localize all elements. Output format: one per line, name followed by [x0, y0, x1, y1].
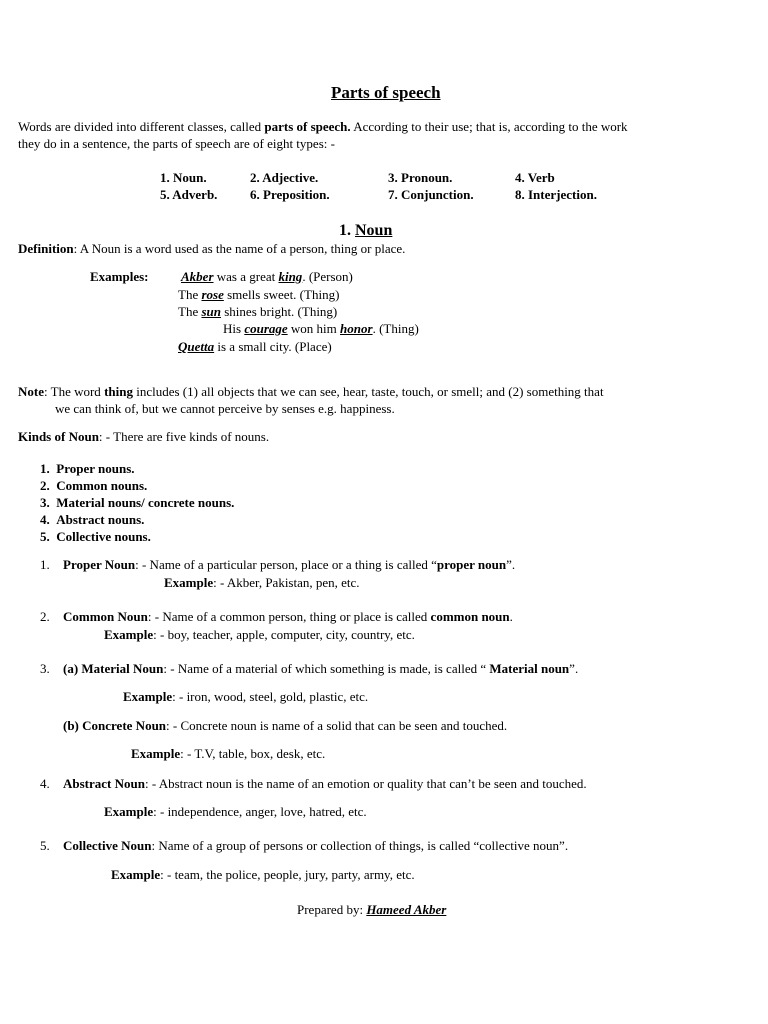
list-item: 2. Common nouns.: [40, 478, 148, 493]
note-text-2: includes (1) all objects that we can see, hear, taste, touch, or smell; and (2) something that: [132, 384, 604, 399]
def-text: ”.: [569, 661, 579, 676]
def-text: ”.: [506, 557, 516, 572]
kinds-text: : - There are five kinds of nouns.: [98, 429, 270, 444]
example-label: Example: [104, 627, 154, 642]
examples-label: Examples:: [90, 269, 149, 284]
common-noun-def: [63, 609, 513, 625]
detail-number: 1.: [40, 557, 50, 572]
def-text: : - Abstract noun is the name of an emotion or quality that can’t be seen and touched.: [144, 776, 587, 791]
section-heading-noun: [339, 221, 392, 241]
def-bold: proper noun: [436, 557, 507, 572]
heading-number: 1.: [339, 222, 355, 239]
def-text: .: [509, 609, 513, 624]
example-word: king: [278, 269, 303, 284]
note-bold: thing: [104, 384, 133, 399]
example-text: was a great: [213, 269, 279, 284]
example-text: : - iron, wood, steel, gold, plastic, etc.: [172, 689, 369, 704]
proper-noun-example: [164, 575, 360, 591]
example-text: : - independence, anger, love, hatred, etc.: [153, 804, 367, 819]
example-word: sun: [201, 304, 221, 319]
def-text: : Name of a group of persons or collection of things, is called “collective noun”.: [151, 838, 569, 853]
example-word: rose: [201, 287, 224, 302]
collective-noun-label: Collective Noun: [63, 838, 152, 853]
example-text: won him: [287, 321, 341, 336]
example-word: Quetta: [178, 339, 215, 354]
list-item: 4. Abstract nouns.: [40, 512, 145, 527]
abstract-noun-example: [104, 804, 367, 820]
proper-noun-label: Proper Noun: [63, 557, 136, 572]
note-label: Note: [18, 384, 44, 399]
def-bold: Material noun: [489, 661, 570, 676]
example-text: His: [223, 321, 245, 336]
example-text: is a small city. (Place): [214, 339, 332, 354]
definition: [18, 241, 405, 257]
type-item: 7. Conjunction.: [388, 187, 474, 202]
example-text: : - T.V, table, box, desk, etc.: [180, 746, 326, 761]
example-word: honor: [340, 321, 373, 336]
detail-number: 2.: [40, 609, 50, 624]
example-text: The: [178, 304, 202, 319]
example-text: The: [178, 287, 202, 302]
intro-line-1: [18, 119, 628, 135]
example-line: [178, 287, 339, 303]
list-item-label: Proper nouns.: [56, 461, 135, 476]
intro-line-2: they do in a sentence, the parts of speech are of eight types: -: [18, 136, 335, 151]
example-line: [178, 339, 332, 355]
common-noun-label: Common Noun: [63, 609, 148, 624]
example-text: . (Person): [302, 269, 353, 284]
abstract-noun-def: [63, 776, 587, 792]
heading-word: Noun: [355, 222, 393, 239]
concrete-noun-example: [131, 746, 325, 762]
type-item: 4. Verb: [515, 170, 555, 185]
list-item-label: Common nouns.: [56, 478, 148, 493]
intro-text: Words are divided into different classes, called: [18, 119, 265, 134]
material-noun-example: [123, 689, 368, 705]
def-text: : - Concrete noun is name of a solid that can be seen and touched.: [166, 718, 508, 733]
example-text: smells sweet. (Thing): [223, 287, 340, 302]
type-item: 1. Noun.: [160, 170, 207, 185]
example-text: : - boy, teacher, apple, computer, city, country, etc.: [153, 627, 415, 642]
example-text: shines bright. (Thing): [221, 304, 338, 319]
example-text: . (Thing): [372, 321, 419, 336]
kinds-label: Kinds of Noun: [18, 429, 99, 444]
prepared-by: [297, 902, 446, 918]
list-item: 5. Collective nouns.: [40, 529, 151, 544]
common-noun-example: [104, 627, 415, 643]
page-title: Parts of speech: [331, 83, 441, 102]
example-label: Example: [104, 804, 154, 819]
prepared-by-label: Prepared by:: [297, 902, 367, 917]
list-item-label: Material nouns/ concrete nouns.: [56, 495, 235, 510]
example-label: Example: [164, 575, 214, 590]
intro-bold: parts of speech.: [264, 119, 351, 134]
example-label: Example: [123, 689, 173, 704]
note-text: : The word: [44, 384, 105, 399]
concrete-noun-label: (b) Concrete Noun: [63, 718, 167, 733]
example-label: Example: [131, 746, 181, 761]
list-item: 1. Proper nouns.: [40, 461, 135, 476]
example-text: : - Akber, Pakistan, pen, etc.: [213, 575, 360, 590]
note-line-1: [18, 384, 604, 400]
definition-label: Definition: [18, 241, 74, 256]
example-label: Example: [111, 867, 161, 882]
kinds-heading: [18, 429, 269, 445]
proper-noun-def: [63, 557, 515, 573]
type-item: 6. Preposition.: [250, 187, 330, 202]
example-line: [178, 304, 337, 320]
detail-number: 4.: [40, 776, 50, 791]
detail-number: 3.: [40, 661, 50, 676]
material-noun-def: [63, 661, 578, 677]
collective-noun-def: [63, 838, 568, 854]
def-text: : - Name of a material of which something is made, is called “: [163, 661, 490, 676]
concrete-noun-def: [63, 718, 507, 734]
detail-number: 5.: [40, 838, 50, 853]
example-word: courage: [244, 321, 288, 336]
material-noun-label: (a) Material Noun: [63, 661, 164, 676]
def-bold: common noun: [430, 609, 510, 624]
type-item: 5. Adverb.: [160, 187, 218, 202]
abstract-noun-label: Abstract Noun: [63, 776, 145, 791]
note-line-2: we can think of, but we cannot perceive by senses e.g. happiness.: [55, 401, 395, 416]
example-word: Akber: [181, 269, 214, 284]
definition-text: : A Noun is a word used as the name of a person, thing or place.: [73, 241, 406, 256]
intro-text-2: According to their use; that is, according to the work: [350, 119, 628, 134]
list-item-label: Collective nouns.: [56, 529, 151, 544]
example-line: [223, 321, 419, 337]
type-item: 2. Adjective.: [250, 170, 319, 185]
author-name: Hameed Akber: [366, 902, 447, 917]
def-text: : - Name of a common person, thing or place is called: [147, 609, 431, 624]
list-item-label: Abstract nouns.: [56, 512, 145, 527]
example-text: : - team, the police, people, jury, party, army, etc.: [160, 867, 415, 882]
collective-noun-example: [111, 867, 415, 883]
type-item: 3. Pronoun.: [388, 170, 453, 185]
def-text: : - Name of a particular person, place or a thing is called “: [135, 557, 437, 572]
list-item: 3. Material nouns/ concrete nouns.: [40, 495, 235, 510]
type-item: 8. Interjection.: [515, 187, 597, 202]
example-line: [181, 269, 353, 285]
